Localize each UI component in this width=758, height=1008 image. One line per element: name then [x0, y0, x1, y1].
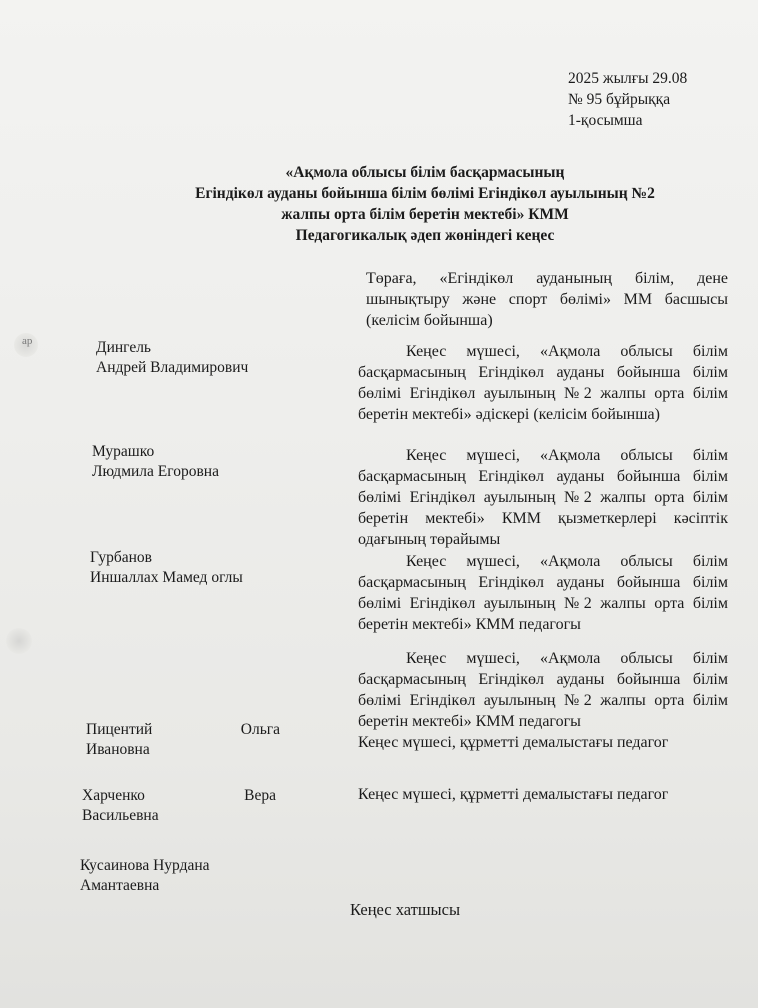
member-role: Кеңес мүшесі, «Ақмола облысы білім басқармасының Егіндікөл ауданы бойынша білім бөлімі Егіндікөл ауылының №2 жалпы орта білім беретін мектебі» КММ педагогы — [358, 650, 728, 730]
order-date: 2025 жылғы 29.08 — [568, 70, 688, 87]
member-role: Кеңес мүшесі, «Ақмола облысы білім басқармасының Егіндікөл ауданы бойынша білім бөлімі Егіндікөл ауылының №2 жалпы орта білім беретін мектебі» КММ педагогы — [358, 553, 728, 633]
margin-mark: ар — [22, 335, 33, 347]
member-role: Кеңес мүшесі, «Ақмола облысы білім басқармасының Егіндікөл ауданы бойынша білім бөлімі Егіндікөл ауылының №2 жалпы орта білім беретін мектебі» КММ қызметкерлері кәсіптік одағының төрайымы — [358, 447, 728, 548]
member-role: Кеңес мүшесі, «Ақмола облысы білім басқармасының Егіндікөл ауданы бойынша білім бөлімі Егіндікөл ауылының №2 жалпы орта білім беретін мектебі» әдіскері (келісім бойынша) — [358, 343, 728, 423]
member-name: Гурбанов Иншаллах Мамед оглы — [90, 549, 243, 586]
member-name: Кусаинова Нурдана Амантаевна — [80, 857, 210, 894]
order-reference — [568, 68, 687, 131]
document-title: «Ақмола облысы білім басқармасының Егіндікөл ауданы бойынша білім бөлімі Егіндікөл ауылының №2 жалпы орта білім беретін мектебі» КММ Педагогикалық әдеп жөніндегі кеңес — [195, 164, 655, 244]
secretary-label: Кеңес хатшысы — [350, 900, 461, 919]
member-name: Дингель Андрей Владимирович — [96, 339, 249, 376]
member-name: Пицентий Ольга Ивановна — [86, 721, 280, 758]
appendix-number: 1-қосымша — [568, 112, 643, 129]
member-role: Кеңес мүшесі, құрметті демалыстағы педагог — [358, 734, 669, 751]
member-name: Харченко Вера Васильевна — [82, 787, 276, 824]
member-role: Кеңес мүшесі, құрметті демалыстағы педагог — [358, 786, 669, 803]
order-number: № 95 бұйрыққа — [568, 91, 671, 108]
member-name: Мурашко Людмила Егоровна — [92, 443, 219, 480]
punch-hole-mark — [6, 628, 32, 654]
chair-role: Төраға, «Егіндікөл ауданының білім, дене шынықтыру және спорт бөлімі» ММ басшысы (келісім бойынша) — [366, 270, 728, 329]
